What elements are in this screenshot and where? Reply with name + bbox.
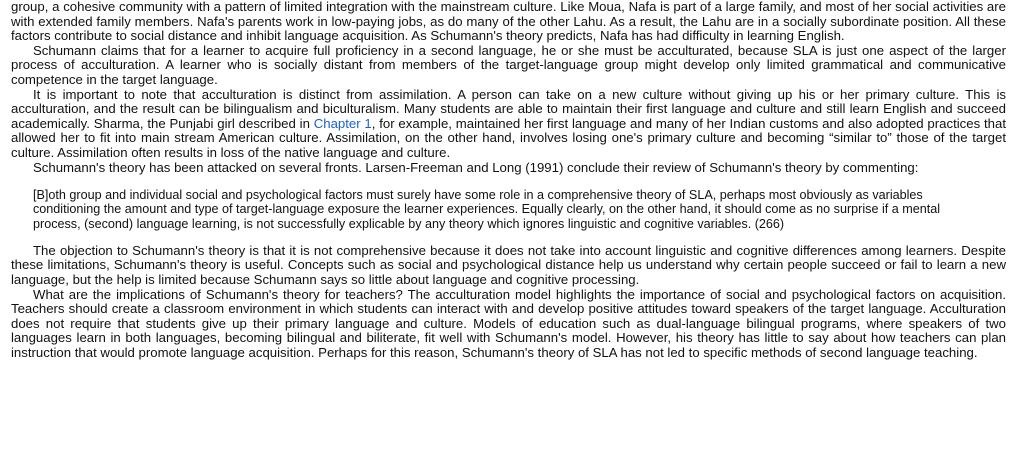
chapter-1-link[interactable]: Chapter 1: [313, 115, 372, 131]
paragraph-assimilation: [11, 88, 1006, 161]
paragraph-text-after-link: , for example, maintained her first language and many of her Indian customs and also adopted practices that allowed her to fit into main stream American culture. Assimilation, on the other hand, involves losing one's primary culture and becoming “similar to” those of the target culture. Assimilation often results in loss of the native language and culture.: [11, 115, 1007, 160]
paragraph-objection: The objection to Schumann's theory is that it is not comprehensive because it does not take into account linguistic and cognitive differences among learners. Despite these limitations, Schumann's theory is useful. Concepts such as social and psychological distance help us understand why certain people succeed or fail to learn a new language, but the help is limited because Schumann says so little about language and cognitive processing.: [11, 242, 1006, 287]
paragraph-implications: What are the implications of Schumann's theory for teachers? The acculturation model highlights the importance of social and psychological factors on acquisition. Teachers should create a classroom environment in which students can interact with and develop positive attitudes toward speakers of the target language. Acculturation does not require that students give up their primary language and culture. Models of education such as dual-language bilingual programs, where speakers of two languages learn in both languages, becoming bilingual and biliterate, fit well with Schumann's model. However, his theory has little to say about how teachers can plan instruction that would promote language acquisition. Perhaps for this reason, Schumann's theory of SLA has not led to specific methods of second language teaching.: [11, 286, 1006, 360]
document-page: [11, 0, 1006, 360]
paragraph-acculturation-claim: Schumann claims that for a learner to acquire full proficiency in a second language, he or she must be acculturated, because SLA is just one aspect of the larger process of acculturation. A learner who is socially distant from members of the target-language group might develop only limited grammatical and communicative competence in the target language.: [11, 42, 1006, 87]
paragraph-criticism-intro: Schumann's theory has been attacked on several fronts. Larsen-Freeman and Long (1991) conclude their review of Schumann's theory by commenting:: [33, 159, 919, 175]
paragraph-continuation: group, a cohesive community with a pattern of limited integration with the mainstream culture. Like Moua, Nafa is part of a large family, and most of her social activities are with extended family members. Nafa's parents work in low-paying jobs, as do many of the other Lahu. As a result, the Lahu are in a socially subordinate position. All these factors contribute to social distance and inhibit language acquisition. As Schumann's theory predicts, Nafa has had difficulty in learning English.: [11, 0, 1006, 44]
block-quote: [B]oth group and individual social and psychological factors must surely have some role in a comprehensive theory of SLA, perhaps most obviously as variables conditioning the amount and type of target-language exposure the learner experiences. Equally clearly, on the other hand, it should come as no surprise if a mental process, (second) language learning, is not successfully explicable by any theory which ignores linguistic and cognitive variables. (266): [33, 188, 941, 231]
paragraph-text-before-link: It is important to note that acculturation is distinct from assimilation. A person can take on a new culture without giving up his or her primary culture. This is acculturation, and the result can be bilingualism and biculturalism. Many students are able to maintain their first language and culture and still learn English and succeed academically. Sharma, the Punjabi girl described in: [11, 86, 1006, 131]
